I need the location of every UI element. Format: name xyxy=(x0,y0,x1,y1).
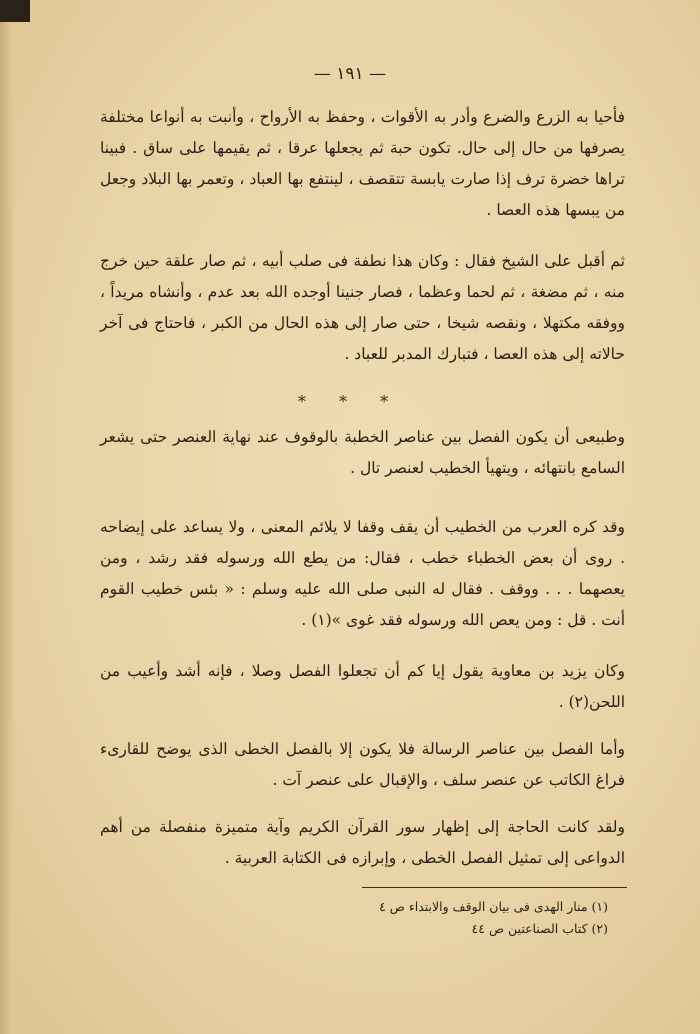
footnote-divider xyxy=(362,887,627,888)
footnotes xyxy=(300,896,608,940)
paragraph-2 xyxy=(100,246,625,370)
section-separator: * * * xyxy=(297,392,403,411)
paragraph-text: وقد كره العرب من الخطيب أن يقف وقفا لا يلائم المعنى ، ولا يساعد على إيضاحه . روى أن بعض الخطباء خطب ، فقال: من يطع الله ورسوله فقد رشد ، ومن يعصهما . . . ووقف . فقال له النبى صلى الله عليه وسلم : « بئس خطيب القوم أنت . قل : ومن يعص الله ورسوله فقد غوى »(١) . xyxy=(100,518,625,629)
paragraph-3 xyxy=(100,422,625,484)
paragraph-text: وأما الفصل بين عناصر الرسالة فلا يكون إلا بالفصل الخطى الذى يوضح للقارىء فراغ الكاتب عن عنصر سلف ، والإقبال على عنصر آت . xyxy=(100,740,625,789)
page-number: — ١٩١ — xyxy=(313,64,387,84)
paragraph-6 xyxy=(100,734,625,796)
paragraph-7 xyxy=(100,812,625,874)
paragraph-1 xyxy=(100,102,625,226)
paragraph-text: ثم أقبل على الشيخ فقال : وكان هذا نطفة فى صلب أبيه ، ثم صار علقة حين خرج منه ، ثم مضغة ، ثم لحما وعظما ، فصار جنينا أوجده الله بعد عدم ، وأنشاه مريداً ، ووفقه مكتهلا ، ونقصه شيخا ، حتى صار إلى هذه الحال من الكبر ، فاحتاج فى آخر حالاته إلى هذه العصا ، فتبارك المدبر للعباد . xyxy=(100,252,625,363)
paragraph-4 xyxy=(100,512,625,636)
paragraph-text: فأحيا به الزرع والضرع وأدر به الأقوات ، وحفظ به الأرواح ، وأنبت به أنواعا مختلفة يصرفها من حال إلى حال. تكون حبة ثم يجعلها عرقا ، ثم يقيمها على ساق . فبينا تراها خضرة ترف إذا صارت يابسة تتقصف ، لينتفع بها العباد ، وتعمر بها البلاد وجعل من يبسها هذه العصا . xyxy=(100,108,625,219)
footnote-2: (٢) كتاب الصناعتين ص ٤٤ xyxy=(471,921,608,936)
scan-corner-mark xyxy=(0,0,30,22)
page-binding-edge xyxy=(0,0,14,1034)
paragraph-text: وطبيعى أن يكون الفصل بين عناصر الخطبة بالوقوف عند نهاية العنصر حتى يشعر السامع بانتهائه ، ويتهيأ الخطيب لعنصر تال . xyxy=(100,428,625,477)
footnote-1: (١) منار الهدى فى بيان الوقف والابتداء ص ٤ xyxy=(379,899,608,914)
paragraph-5 xyxy=(100,656,625,718)
paragraph-text: وكان يزيد بن معاوية يقول إيا كم أن تجعلوا الفصل وصلا ، فإنه أشد وأعيب من اللحن(٢) . xyxy=(100,662,625,711)
paragraph-text: ولقد كانت الحاجة إلى إظهار سور القرآن الكريم وآية متميزة منفصلة من أهم الدواعى إلى تمثيل الفصل الخطى ، وإبرازه فى الكتابة العربية . xyxy=(100,818,625,867)
